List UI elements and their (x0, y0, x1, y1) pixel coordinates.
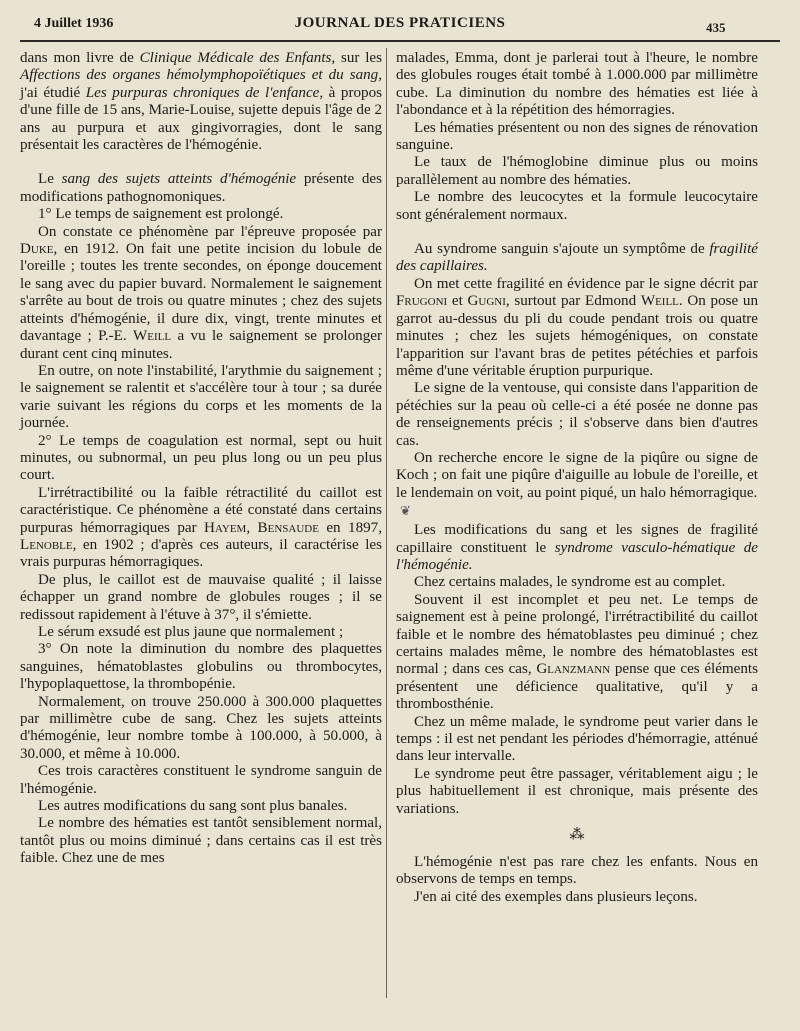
ornament-mark: ❦ (400, 503, 411, 519)
paragraph: L'hémogénie n'est pas rare chez les enfants. Nous en observons de temps en temps. (396, 854, 758, 888)
paragraph: Le nombre des hématies est tantôt sensiblement normal, tantôt plus ou moins diminué ; dans certains cas il est très faible. Chez une de mes (20, 815, 382, 867)
asterism-ornament: ⁂ (569, 827, 585, 844)
paragraph: Le syndrome peut être passager, véritablement aigu ; le plus habituellement il est chronique, mais présente des variations. (396, 765, 758, 817)
author-name: Lenoble (20, 536, 73, 553)
spacer (396, 818, 758, 826)
paragraph: Normalement, on trouve 250.000 à 300.000 plaquettes par millimètre cube de sang. Chez les sujets atteints d'hémogénie, leur nombre tombe à 100.000, à 50.000, à 30.000, et même à 10.000. (20, 693, 382, 762)
paragraph: 1° Le temps de saignement est prolongé. (38, 206, 284, 223)
paragraph: Le sérum exsudé est plus jaune que normalement ; (38, 624, 344, 640)
paragraph: Le signe de la ventouse, qui consiste dans l'apparition de pétéchies sur la peau où celle-ci a été posée ne donne pas de renseignements précis ; il s'observe dans bien d'autres cas. (396, 380, 758, 449)
author-name: Gugni (467, 293, 506, 310)
paragraph: En outre, on note l'instabilité, l'arythmie du saignement ; le saignement se ralentit et s'accélère tour à tour ; sa durée varie suivant les régions du corps et les moments de la journée. (20, 362, 382, 432)
author-name: Frugoni (396, 293, 448, 310)
paragraph: Chez certains malades, le syndrome est au complet. (414, 574, 726, 591)
column-divider (386, 48, 387, 998)
paragraph: Souvent il est incomplet et peu net. Le temps de saignement est à peine prolongé, l'irrétractibilité du caillot faible et le nombre des hématoblastes peu diminué ; chez certains malades même, le nombre des hématoblastes est normal ; dans ces cas, Glanzmann pense que ces éléments présentent une déficience qualitative, qu'il y a thrombosthénie. (396, 591, 758, 713)
author-name: Weill (640, 293, 679, 310)
paragraph: De plus, le caillot est de mauvaise qualité ; il laisse échapper un grand nombre de globules rouges ; il se redissout rapidement à l'étuve à 37°, il s'émiette. (20, 571, 382, 623)
author-name: Bensaude (257, 519, 319, 536)
author-name: Hayem (204, 519, 247, 536)
paragraph: Les modifications du sang et les signes de fragilité capillaire constituent le syndrome vasculo-hématique de l'hémogénie. (396, 522, 759, 573)
header-rule (20, 40, 780, 42)
paragraph: L'irrétractibilité ou la faible rétractilité du caillot est caractéristique. Ce phénomène a été constaté dans certains purpuras hémorragiques par Hayem, Bensaude en 1897, Lenoble, en 1902 ; d'après ces auteurs, il caractérise les vrais purpuras hémorragiques. (20, 484, 382, 571)
paragraph: malades, Emma, dont je parlerai tout à l'heure, le nombre des globules rouges était tombé à 1.000.000 par millimètre cube. La diminution du nombre des hématies est liée à l'abondance et à la répétition des hémorragies. (396, 50, 758, 119)
paragraph: dans mon livre de Clinique Médicale des Enfants, sur les Affections des organes hémolymphopoïétiques et du sang, j'ai étudié Les purpuras chroniques de l'enfance, à propos d'une fille de 15 ans, Marie-Louise, sujette depuis l'âge de 2 ans au purpura et aux gingivorragies, dont le sang présentait les caractères de l'hémogénie. (20, 50, 383, 154)
author-name: Weill (133, 328, 172, 345)
journal-title: JOURNAL DES PRATICIENS (294, 15, 506, 31)
page-header (0, 0, 800, 40)
paragraph: Le nombre des leucocytes et la formule leucocytaire sont généralement normaux. (396, 189, 758, 223)
paragraph: 2° Le temps de coagulation est normal, sept ou huit minutes, ou subnormal, un peu plus long ou un peu plus court. (20, 432, 382, 484)
paragraph: Le taux de l'hémoglobine diminue plus ou moins parallèlement au nombre des hématies. (396, 154, 758, 188)
paragraph: J'en ai cité des exemples dans plusieurs leçons. (414, 888, 698, 905)
page-number: 435 (706, 20, 726, 35)
paragraph: Les autres modifications du sang sont plus banales. (38, 798, 348, 815)
paragraph: On recherche encore le signe de la piqûre ou signe de Koch ; on fait une piqûre d'aiguille au lobule de l'oreille, et le lendemain on voit, au point piqué, un halo hémorragique. (396, 449, 758, 501)
spacer (396, 224, 758, 241)
spacer (396, 846, 758, 854)
paragraph: On met cette fragilité en évidence par le signe décrit par Frugoni et Gugni, surtout par Edmond Weill. On pose un garrot au-dessus du pli du coude pendant trois ou quatre minutes ; chez les sujets hémogéniques, on constate l'apparition sur l'avant bras de petites pétéchies et parfois même d'une véritable éruption purpurique. (396, 275, 758, 379)
paragraph: Ces trois caractères constituent le syndrome sanguin de l'hémogénie. (20, 763, 382, 797)
left-column (20, 50, 382, 1000)
paragraph: On constate ce phénomène par l'épreuve proposée par Duke, en 1912. On fait une petite incision du lobule de l'oreille ; toutes les trente secondes, on éponge doucement le sang avec du papier buvard. Normalement le saignement s'arrête au bout de trois ou quatre minutes ; chez des sujets atteints d'hémogénie, il dure dix, vingt, trente minutes et davantage ; P.-E. Weill a vu le saignement se prolonger durant cent cinq minutes. (20, 223, 382, 362)
paragraph: Le sang des sujets atteints d'hémogénie présente des modifications pathognomoniques. (20, 171, 382, 205)
paragraph: Les hématies présentent ou non des signes de rénovation sanguine. (396, 119, 758, 154)
paragraph: Chez un même malade, le syndrome peut varier dans le temps : il est net pendant les périodes d'hémorragie, atténué dans leur intervalle. (396, 713, 758, 765)
paragraph: 3° On note la diminution du nombre des plaquettes sanguines, hématoblastes globulins ou thrombocytes, l'hypoplaquettose, la thrombopénie. (20, 641, 382, 693)
spacer (20, 154, 382, 171)
author-name: Glanzmann (536, 661, 611, 678)
paragraph: Au syndrome sanguin s'ajoute un symptôme de fragilité des capillaires. (396, 241, 758, 275)
author-name: Duke (20, 241, 54, 258)
issue-date: 4 Juillet 1936 (34, 16, 114, 31)
right-column (396, 50, 758, 1000)
